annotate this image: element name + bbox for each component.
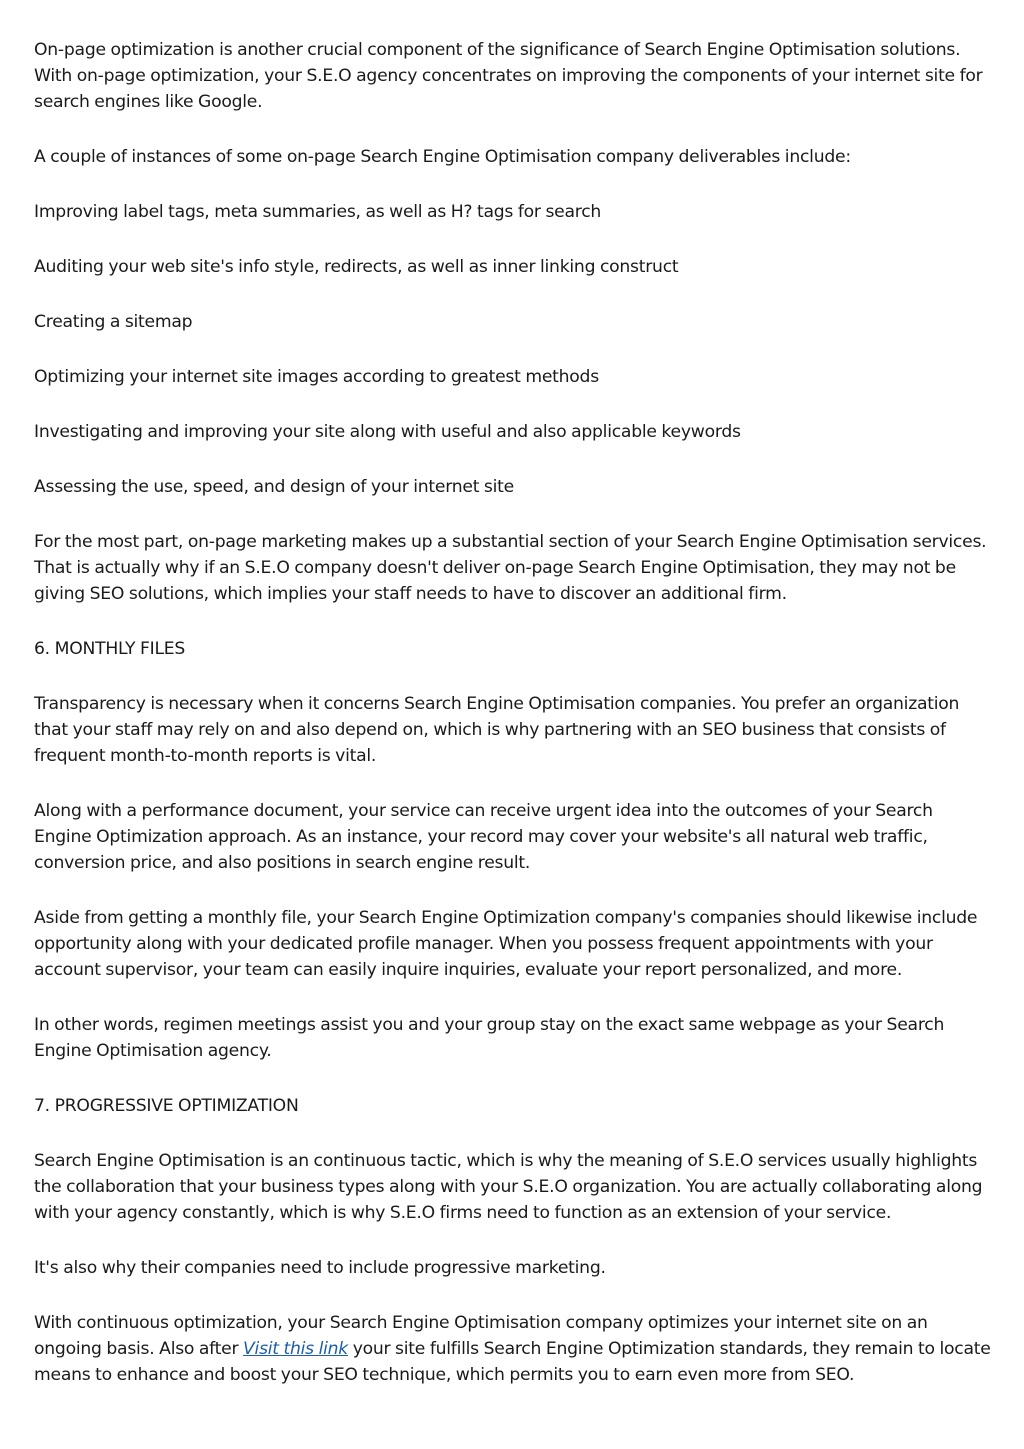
paragraph-text-after-link: your site fulfills Search Engine Optimization standards, they remain to locate means to enhance and boost your SEO technique, which permits you to earn even more from SEO. xyxy=(34,1339,991,1385)
paragraph-regimen-meetings: In other words, regimen meetings assist you and your group stay on the exact same webpage as your Search Engine Optimisation agency. xyxy=(34,1015,945,1061)
visit-link[interactable]: Visit this link xyxy=(243,1339,348,1359)
paragraph-text-before-link: With continuous optimization, your Search Engine Optimisation company optimizes your internet site on an ongoing basis. Also after xyxy=(34,1313,928,1359)
paragraph-performance-document: Along with a performance document, your service can receive urgent idea into the outcomes of your Search Engine Optimization approach. As an instance, your record may cover your website's all natural web traffic, conversion price, and also positions in search engine result. xyxy=(34,801,933,873)
paragraph-continuous-tactic: Search Engine Optimisation is an continuous tactic, which is why the meaning of S.E.O services usually highlights the collaboration that your business types along with your S.E.O organization. You are actually collaborating along with your agency constantly, which is why S.E.O firms need to function as an extension of your service. xyxy=(34,1151,983,1223)
paragraph-progressive-marketing: It's also why their companies need to include progressive marketing. xyxy=(34,1258,606,1278)
paragraph-onpage-intro: On-page optimization is another crucial component of the significance of Search Engine Optimisation solutions. With on-page optimization, your S.E.O agency concentrates on improving the components of your internet site for search engines like Google. xyxy=(34,40,983,112)
section-heading-progressive-optimization: 7. PROGRESSIVE OPTIMIZATION xyxy=(34,1096,299,1116)
paragraph-transparency: Transparency is necessary when it concerns Search Engine Optimisation companies. You prefer an organization that your staff may rely on and also depend on, which is why partnering with an SEO business that consists of frequent month-to-month reports is vital. xyxy=(34,694,960,766)
section-heading-monthly-files: 6. MONTHLY FILES xyxy=(34,639,186,659)
paragraph-item-sitemap: Creating a sitemap xyxy=(34,312,193,332)
paragraph-onpage-summary: For the most part, on-page marketing makes up a substantial section of your Search Engine Optimisation services. That is actually why if an S.E.O company doesn't deliver on-page Search Engine Optimisation, they may not be giving SEO solutions, which implies your staff needs to have to discover an additional firm. xyxy=(34,532,987,604)
paragraph-item-auditing: Auditing your web site's info style, redirects, as well as inner linking construct xyxy=(34,257,679,277)
paragraph-item-keywords: Investigating and improving your site along with useful and also applicable keywords xyxy=(34,422,741,442)
paragraph-item-images: Optimizing your internet site images according to greatest methods xyxy=(34,367,599,387)
paragraph-continuous-optimization xyxy=(34,1310,994,1388)
paragraph-item-assessing: Assessing the use, speed, and design of your internet site xyxy=(34,477,514,497)
paragraph-deliverables-intro: A couple of instances of some on-page Search Engine Optimisation company deliverables include: xyxy=(34,147,851,167)
paragraph-monthly-file: Aside from getting a monthly file, your Search Engine Optimization company's companies should likewise include opportunity along with your dedicated profile manager. When you possess frequent appointments with your account supervisor, your team can easily inquire inquiries, evaluate your report personalized, and more. xyxy=(34,908,978,980)
document-body xyxy=(34,37,994,1417)
paragraph-item-label-tags: Improving label tags, meta summaries, as well as H? tags for search xyxy=(34,202,602,222)
